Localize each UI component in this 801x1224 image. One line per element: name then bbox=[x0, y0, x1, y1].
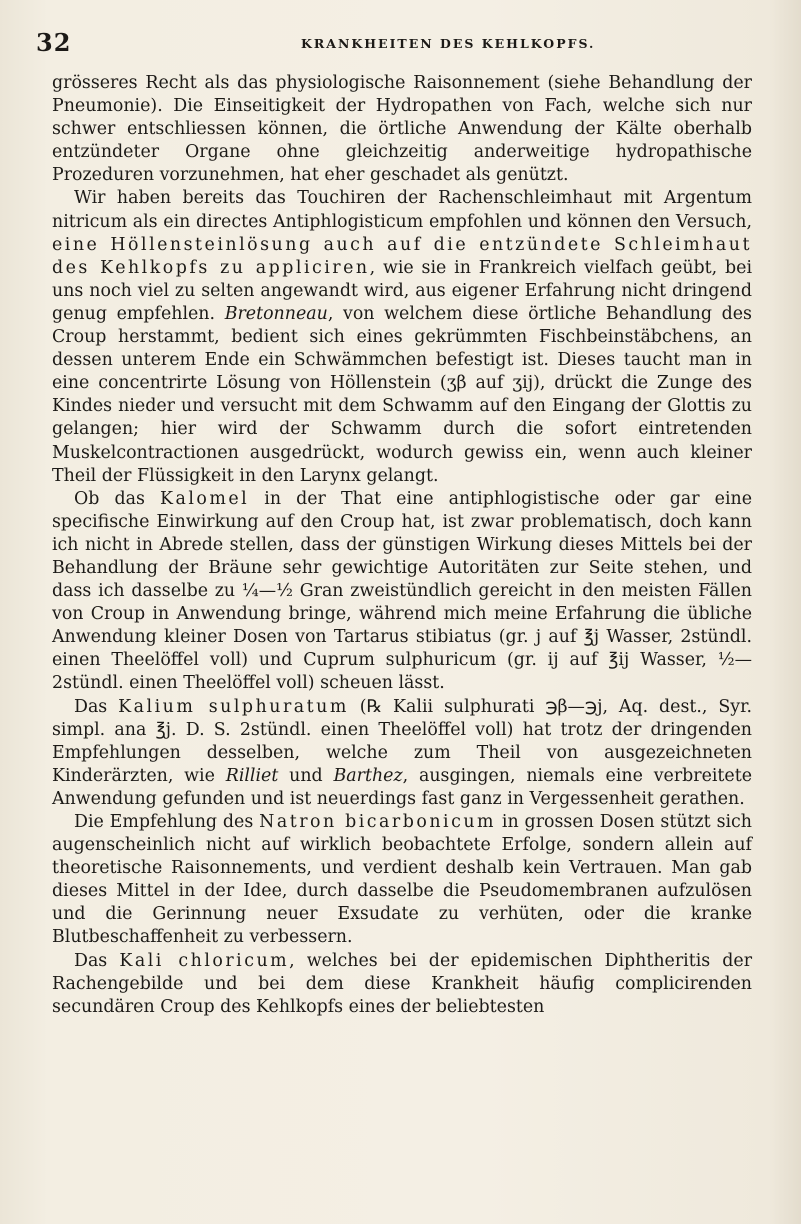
paragraph-2-text-b: , wie sie in Frankreich vielfach geübt, bei uns noch viel zu selten angewandt wird, aus eigener Erfahrung nicht dringend genug empfehlen. bbox=[52, 257, 753, 324]
paragraph-4-text-a: Das bbox=[74, 696, 119, 717]
paragraph-5 bbox=[52, 811, 752, 950]
page-number: 32 bbox=[36, 28, 72, 57]
paragraph-2-text-a: Wir haben bereits das Touchiren der Rachenschleimhaut mit Argentum nitricum als ein directes Antiphlogisticum empfohlen und können den Versuch, bbox=[52, 188, 752, 232]
author-name-rilliet: Rilliet bbox=[225, 765, 279, 786]
paragraph-4 bbox=[52, 696, 752, 811]
paragraph-3 bbox=[52, 488, 752, 696]
page-header bbox=[36, 28, 761, 57]
paragraph-4-text-b: (℞ Kalii sulphurati ℈β—℈j, Aq. dest., Syr. simpl. ana ℥j. D. S. 2stündl. einen Theelöffel voll) hat trotz der dringenden Empfehlungen desselben, welche zum Theil von ausgezeichneten Kinderärzten, wie bbox=[52, 696, 753, 786]
paragraph-6-text-a: Das bbox=[74, 950, 120, 971]
spaced-emphasis-kali-chloricum: Kali chloricum bbox=[119, 950, 290, 971]
spaced-emphasis-natron: Natron bicarbonicum bbox=[259, 812, 497, 832]
spaced-emphasis-kalomel: Kalomel bbox=[159, 488, 250, 509]
running-title: KRANKHEITEN DES KEHLKOPFS. bbox=[301, 36, 596, 51]
author-name-bretonneau: Bretonneau bbox=[224, 303, 328, 324]
author-name-barthez: Barthez bbox=[333, 765, 403, 786]
body-text bbox=[52, 72, 752, 1019]
paragraph-1 bbox=[52, 72, 752, 187]
paragraph-2-text-c: , von welchem diese örtliche Behandlung des Croup herstammt, bedient sich eines gekrümmten Fischbeinstäbchens, an dessen unterem Ende ein Schwämmchen befestigt ist. Dieses taucht man in eine concentrirte Lösung von Höllenstein (ʒβ auf ʒij), drückt die Zunge des Kindes nieder und versucht mit dem Schwamm auf den Eingang der Glottis zu gelangen; hier wird der Schwamm durch die sofort eintretenden Muskelcontractionen ausgedrückt, wodurch gewiss ein, wenn auch kleiner Theil der Flüssigkeit in den Larynx gelangt. bbox=[52, 303, 752, 486]
paragraph-1-text: grösseres Recht als das physiologische Raisonnement (siehe Behandlung der Pneumonie). Die Einseitigkeit der Hydropathen von Fach, welche sich nur schwer entschliessen können, die örtliche Anwendung der Kälte oberhalb entzündeter Organe ohne gleichzeitig anderweitige hydropathische Prozeduren vorzunehmen, hat eher geschadet als genützt. bbox=[52, 73, 752, 186]
paragraph-5-text-a: Die Empfehlung des bbox=[74, 812, 260, 832]
spaced-emphasis-kalium: Kalium sulphuratum bbox=[118, 696, 349, 717]
paragraph-2 bbox=[52, 187, 752, 487]
paragraph-5-text-b: in grossen Dosen stützt sich augenscheinlich nicht auf wirklich beobachtete Erfolge, sondern allein auf theoretische Raisonnements, und verdient deshalb kein Vertrauen. Man gab dieses Mittel in der Idee, durch dasselbe die Pseudomembranen aufzulösen und die Gerinnung neuer Exsudate zu verhüten, oder die kranke Blutbeschaffenheit zu verbessern. bbox=[52, 812, 752, 948]
spaced-emphasis-hoellenstein: eine Höllensteinlösung auch auf die entzündete Schleimhaut des Kehlkopfs zu appliciren bbox=[52, 234, 752, 278]
paragraph-4-text-c: und bbox=[278, 765, 334, 786]
paragraph-3-text-a: Ob das bbox=[74, 488, 160, 509]
paragraph-4-text-d: , ausgingen, niemals eine verbreitete Anwendung gefunden und ist neuerdings fast ganz in Vergessenheit gerathen. bbox=[52, 765, 752, 809]
paragraph-3-text-b: in der That eine antiphlogistische oder gar eine specifische Einwirkung auf den Croup hat, ist zwar problematisch, doch kann ich nicht in Abrede stellen, dass der günstigen Wirkung dieses Mittels bei der Behandlung der Bräune sehr gewichtige Autoritäten zur Seite stehen, und dass ich dasselbe zu ¼—½ Gran zweistündlich gereicht in den meisten Fällen von Croup in Anwendung bringe, während mich meine Erfahrung die übliche Anwendung kleiner Dosen von Tartarus stibiatus (gr. j auf ℥j Wasser, 2stündl. einen Theelöffel voll) und Cuprum sulphuricum (gr. ij auf ℥ij Wasser, ½—2stündl. einen Theelöffel voll) scheuen lässt. bbox=[52, 488, 752, 694]
paragraph-6-text-b: , welches bei der epidemischen Diphtheritis der Rachengebilde und bei dem diese Krankheit häufig complicirenden secundären Croup des Kehlkopfs eines der beliebtesten bbox=[52, 950, 753, 1017]
paragraph-6 bbox=[52, 950, 752, 1019]
